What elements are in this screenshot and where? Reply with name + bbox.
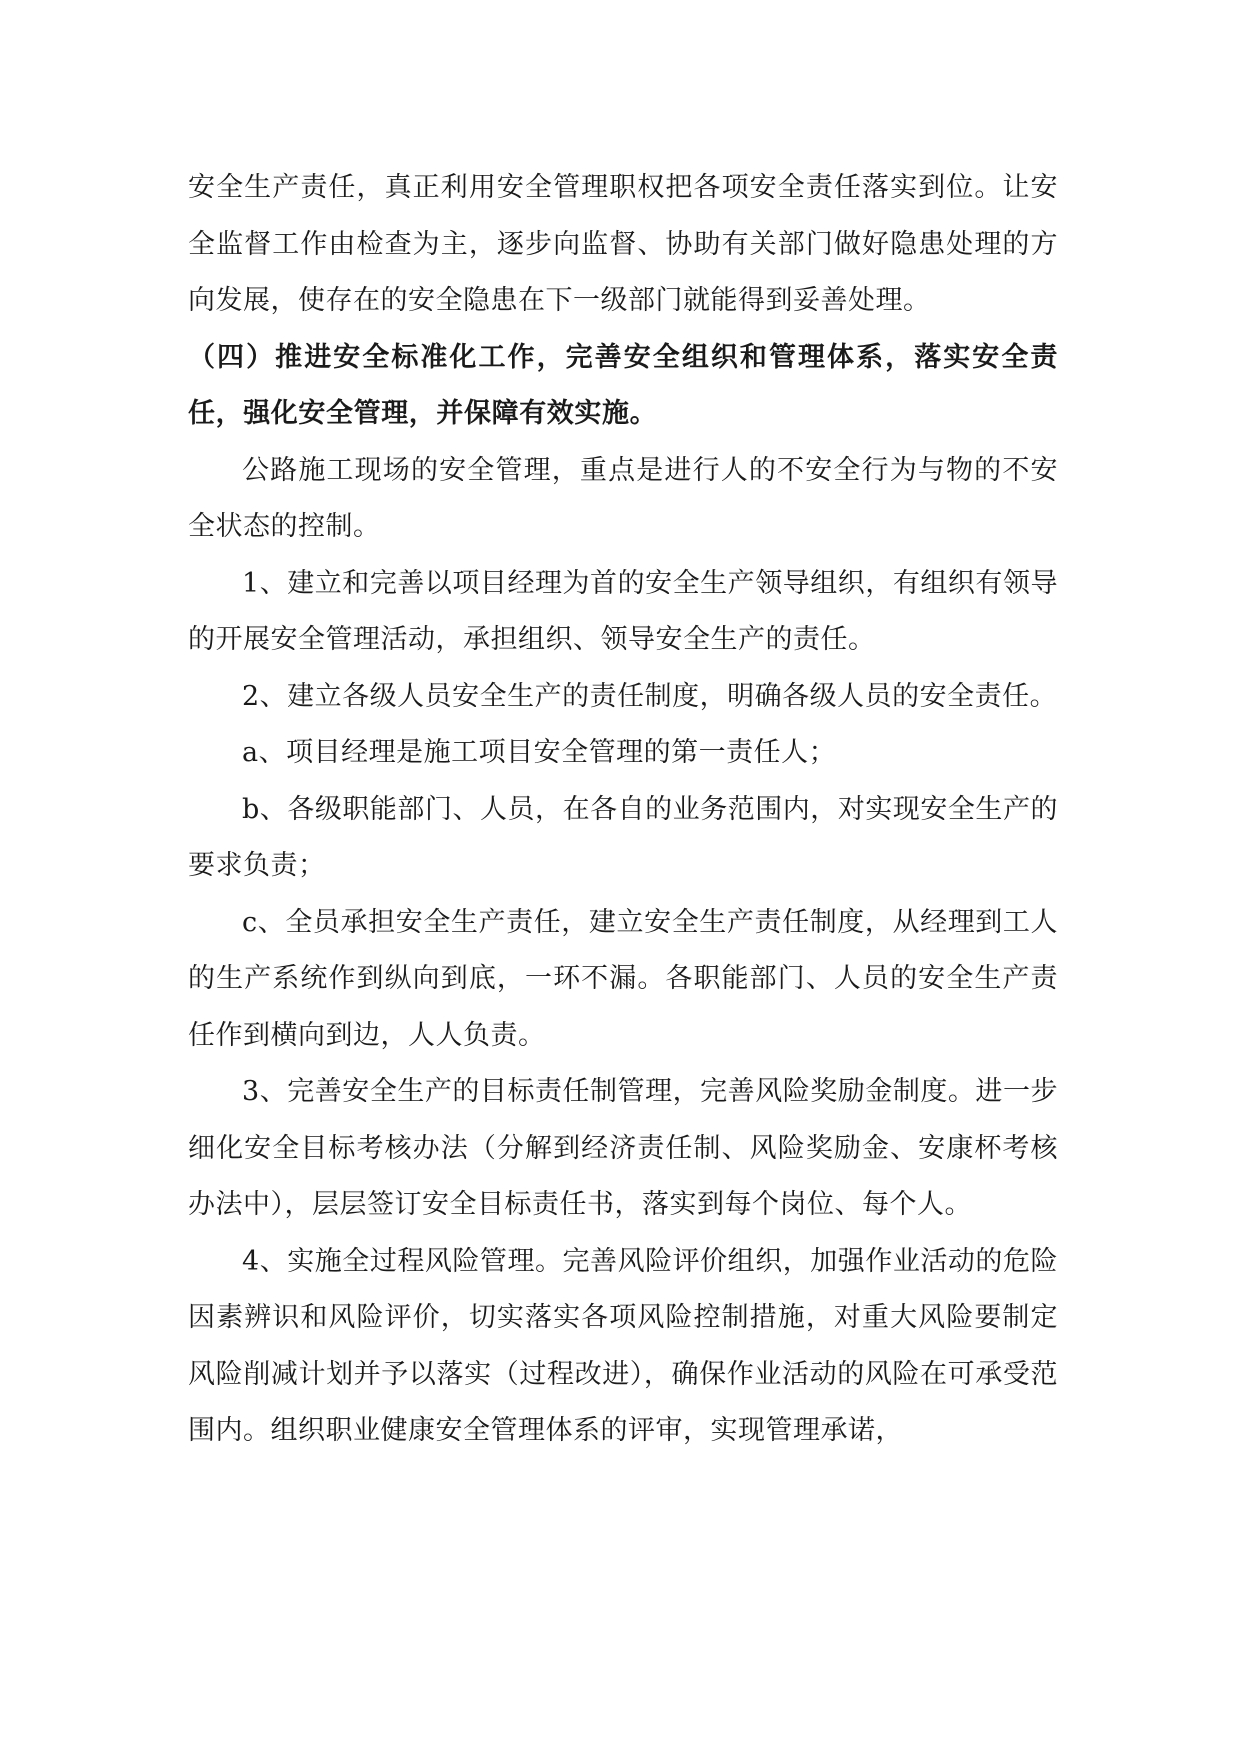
paragraph-item-3: 3、完善安全生产的目标责任制管理，完善风险奖励金制度。进一步细化安全目标考核办法（分解到经济责任制、风险奖励金、安康杯考核办法中），层层签订安全目标责任书，落实到每个岗位、每个人。: [188, 1076, 1058, 1220]
paragraph-item-4: 4、实施全过程风险管理。完善风险评价组织，加强作业活动的危险因素辨识和风险评价，切实落实各项风险控制措施，对重大风险要制定风险削减计划并予以落实（过程改进），确保作业活动的风险在可承受范围内。组织职业健康安全管理体系的评审，实现管理承诺，: [188, 1245, 1058, 1446]
paragraph-subitem-c: c、全员承担安全生产责任，建立安全生产责任制度，从经理到工人的生产系统作到纵向到底，一环不漏。各职能部门、人员的安全生产责任作到横向到边，人人负责。: [188, 906, 1058, 1051]
paragraph-item-1: 1、建立和完善以项目经理为首的安全生产领导组织，有组织有领导的开展安全管理活动，承担组织、领导安全生产的责任。: [188, 567, 1058, 655]
section-heading: （四）推进安全标准化工作，完善安全组织和管理体系，落实安全责任，强化安全管理，并保障有效实施。: [188, 341, 1058, 429]
paragraph-intro: 公路施工现场的安全管理，重点是进行人的不安全行为与物的不安全状态的控制。: [188, 454, 1058, 542]
paragraph-continuation: 安全生产责任，真正利用安全管理职权把各项安全责任落实到位。让安全监督工作由检查为主，逐步向监督、协助有关部门做好隐患处理的方向发展，使存在的安全隐患在下一级部门就能得到妥善处理。: [188, 172, 1058, 316]
paragraph-subitem-b: b、各级职能部门、人员，在各自的业务范围内，对实现安全生产的要求负责；: [188, 793, 1058, 881]
paragraph-subitem-a: a、项目经理是施工项目安全管理的第一责任人；: [242, 737, 837, 768]
document-body: [188, 160, 1058, 1460]
paragraph-item-2: 2、建立各级人员安全生产的责任制度，明确各级人员的安全责任。: [242, 680, 1058, 712]
